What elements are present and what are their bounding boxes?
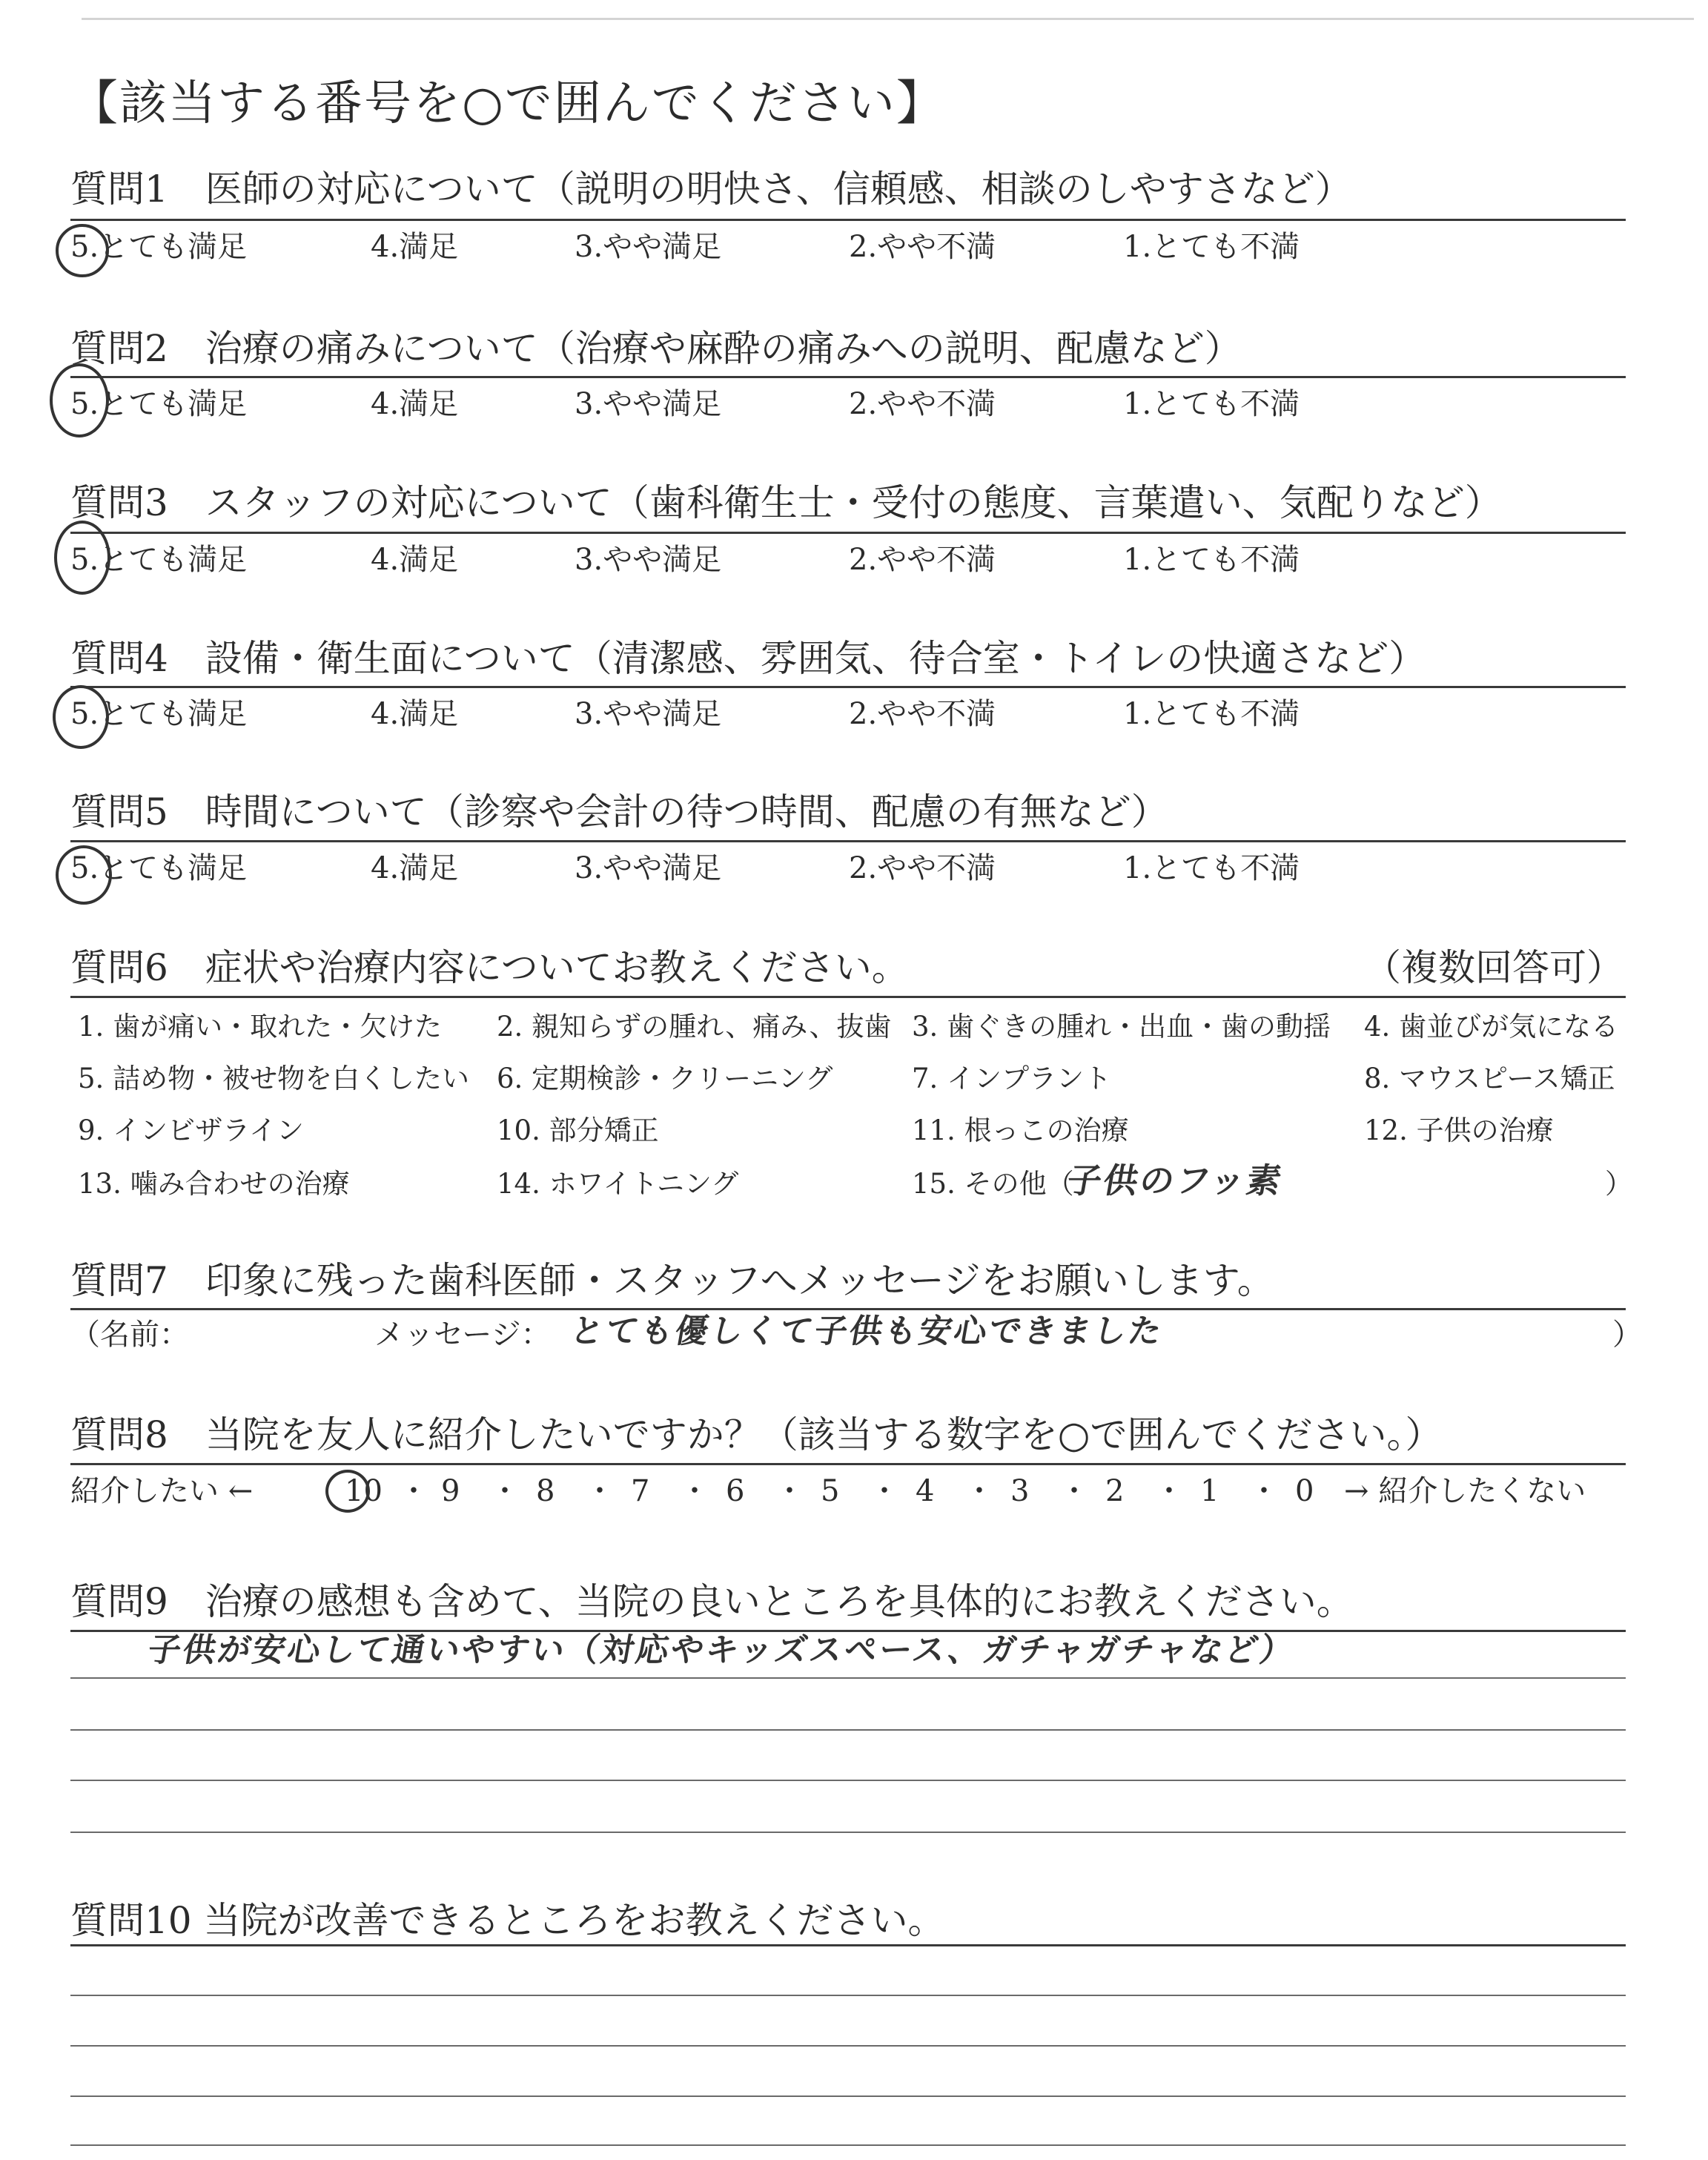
scale-left-label: 紹介したい ←: [70, 1474, 254, 1508]
q6-option[interactable]: 11. 根っこの治療: [912, 1114, 1129, 1146]
option-4[interactable]: 4.満足: [371, 851, 459, 885]
question-10-title: 質問10 当院が改善できるところをお教えください。: [70, 1899, 945, 1942]
question-6-rule: [70, 996, 1626, 998]
question-6-note: （複数回答可）: [1364, 946, 1623, 989]
answer-line: [70, 2095, 1626, 2097]
answer-line: [70, 1832, 1626, 1833]
option-2[interactable]: 2.やや不満: [849, 387, 996, 421]
scale-separator-dot: ・: [870, 1474, 899, 1508]
scale-separator-dot: ・: [775, 1474, 804, 1508]
option-2[interactable]: 2.やや不満: [849, 230, 996, 264]
message-close-paren: ）: [1612, 1318, 1642, 1352]
option-1[interactable]: 1.とても不満: [1123, 851, 1300, 885]
option-2[interactable]: 2.やや不満: [849, 851, 996, 885]
option-3[interactable]: 3.やや満足: [575, 387, 722, 421]
answer-line: [70, 1995, 1626, 1996]
question-4-options: [70, 696, 1626, 740]
option-1[interactable]: 1.とても不満: [1123, 387, 1300, 421]
option-3[interactable]: 3.やや満足: [575, 851, 722, 885]
scale-value-6[interactable]: 6: [726, 1474, 745, 1508]
scale-right-label: → 紹介したくない: [1344, 1474, 1586, 1508]
page-title: 【該当する番号を○で囲んでください】: [70, 76, 945, 131]
question-5-title: 質問5 時間について（診察や会計の待つ時間、配慮の有無など）: [70, 790, 1168, 833]
q6-option[interactable]: 10. 部分矯正: [497, 1114, 659, 1146]
page-edge-line: [82, 18, 1694, 20]
question-8-rule: [70, 1463, 1626, 1465]
scale-value-0[interactable]: 0: [1295, 1474, 1314, 1508]
scale-value-1[interactable]: 1: [1200, 1474, 1219, 1508]
option-5[interactable]: 5.とても満足: [70, 543, 248, 577]
question-8-title: 質問8 当院を友人に紹介したいですか？（該当する数字を○で囲んでください。）: [70, 1413, 1443, 1456]
answer-line: [70, 1780, 1626, 1781]
option-3[interactable]: 3.やや満足: [575, 543, 722, 577]
question-5-options: [70, 850, 1626, 894]
option-1[interactable]: 1.とても不満: [1123, 230, 1300, 264]
question-7-title: 質問7 印象に残った歯科医師・スタッフへメッセージをお願いします。: [70, 1259, 1274, 1302]
handwritten-q9-answer[interactable]: 子供が安心して通いやすい（対応やキッズスペース、ガチャガチャなど）: [145, 1631, 1299, 1669]
scale-value-8[interactable]: 8: [536, 1474, 555, 1508]
answer-line: [70, 1729, 1626, 1731]
q6-option[interactable]: 6. 定期検診・クリーニング: [497, 1063, 833, 1094]
option-3[interactable]: 3.やや満足: [575, 230, 722, 264]
question-2-options: [70, 386, 1626, 430]
option-4[interactable]: 4.満足: [371, 387, 459, 421]
scale-value-10[interactable]: 10: [345, 1474, 383, 1508]
scale-value-4[interactable]: 4: [916, 1474, 935, 1508]
scale-separator-dot: ・: [1154, 1474, 1184, 1508]
question-9-title: 質問9 治療の感想も含めて、当院の良いところを具体的にお教えください。: [70, 1580, 1354, 1623]
option-1[interactable]: 1.とても不満: [1123, 697, 1300, 731]
scale-value-2[interactable]: 2: [1105, 1474, 1125, 1508]
question-10-rule: [70, 1944, 1626, 1946]
q6-option[interactable]: 13. 噛み合わせの治療: [78, 1168, 350, 1200]
handwritten-other-answer[interactable]: 子供のフッ素: [1064, 1160, 1287, 1200]
option-5[interactable]: 5.とても満足: [70, 851, 248, 885]
question-4-rule: [70, 686, 1626, 688]
scale-separator-dot: ・: [399, 1474, 428, 1508]
answer-line: [70, 2144, 1626, 2146]
question-3-rule: [70, 532, 1626, 534]
selected-circle-mark: [53, 685, 109, 749]
option-2[interactable]: 2.やや不満: [849, 697, 996, 731]
q6-option-close-paren: ）: [1605, 1168, 1632, 1200]
name-label: （名前：: [70, 1318, 189, 1352]
scale-separator-dot: ・: [1059, 1474, 1089, 1508]
question-4-title: 質問4 設備・衛生面について（清潔感、雰囲気、待合室・トイレの快適さなど）: [70, 637, 1426, 680]
question-3-options: [70, 541, 1626, 586]
selected-circle-mark: [325, 1470, 370, 1513]
selected-circle-mark: [54, 521, 110, 595]
question-2-rule: [70, 376, 1626, 378]
handwritten-message-answer[interactable]: とても優しくて子供も安心できました: [567, 1312, 1167, 1350]
question-6-options: [78, 1010, 1632, 1225]
question-2-title: 質問2 治療の痛みについて（治療や麻酔の痛みへの説明、配慮など）: [70, 327, 1242, 370]
referral-scale-row: [70, 1473, 1626, 1517]
answer-line: [70, 1677, 1626, 1679]
question-3-title: 質問3 スタッフの対応について（歯科衛生士・受付の態度、言葉遣い、気配りなど）: [70, 481, 1502, 524]
q6-option[interactable]: 7. インプラント: [912, 1063, 1112, 1094]
scale-separator-dot: ・: [680, 1474, 709, 1508]
scale-value-9[interactable]: 9: [441, 1474, 460, 1508]
option-4[interactable]: 4.満足: [371, 697, 459, 731]
q6-option[interactable]: 3. 歯ぐきの腫れ・出血・歯の動揺: [912, 1011, 1331, 1043]
question-6-title: 質問6 症状や治療内容についてお教えください。: [70, 946, 909, 989]
option-5[interactable]: 5.とても満足: [70, 230, 248, 264]
option-4[interactable]: 4.満足: [371, 543, 459, 577]
question-1-options: [70, 228, 1626, 273]
scale-separator-dot: ・: [964, 1474, 994, 1508]
scale-value-7[interactable]: 7: [631, 1474, 650, 1508]
scale-separator-dot: ・: [1249, 1474, 1279, 1508]
q6-option[interactable]: 9. インビザライン: [78, 1114, 304, 1146]
q6-option[interactable]: 4. 歯並びが気になる: [1364, 1011, 1619, 1043]
option-5[interactable]: 5.とても満足: [70, 697, 248, 731]
scale-separator-dot: ・: [585, 1474, 615, 1508]
q6-option[interactable]: 8. マウスピース矯正: [1364, 1063, 1615, 1094]
scale-separator-dot: ・: [490, 1474, 520, 1508]
q6-option[interactable]: 5. 詰め物・被せ物を白くしたい: [78, 1063, 470, 1094]
option-4[interactable]: 4.満足: [371, 230, 459, 264]
answer-line: [70, 2045, 1626, 2047]
question-1-rule: [70, 219, 1626, 221]
scale-value-3[interactable]: 3: [1010, 1474, 1030, 1508]
q6-option-other[interactable]: 15. その他（: [912, 1168, 1074, 1200]
scale-value-5[interactable]: 5: [821, 1474, 840, 1508]
q6-option[interactable]: 14. ホワイトニング: [497, 1168, 739, 1200]
option-5[interactable]: 5.とても満足: [70, 387, 248, 421]
option-3[interactable]: 3.やや満足: [575, 697, 722, 731]
selected-circle-mark: [56, 845, 112, 905]
q6-option[interactable]: 2. 親知らずの腫れ、痛み、抜歯: [497, 1011, 892, 1043]
option-1[interactable]: 1.とても不満: [1123, 543, 1300, 577]
question-1-title: 質問1 医師の対応について（説明の明快さ、信頼感、相談のしやすさなど）: [70, 168, 1352, 211]
message-label: メッセージ：: [374, 1318, 551, 1352]
q6-option[interactable]: 1. 歯が痛い・取れた・欠けた: [78, 1011, 443, 1043]
option-2[interactable]: 2.やや不満: [849, 543, 996, 577]
question-5-rule: [70, 840, 1626, 842]
selected-circle-mark: [50, 363, 109, 437]
selected-circle-mark: [56, 224, 109, 277]
q6-option[interactable]: 12. 子供の治療: [1364, 1114, 1554, 1146]
